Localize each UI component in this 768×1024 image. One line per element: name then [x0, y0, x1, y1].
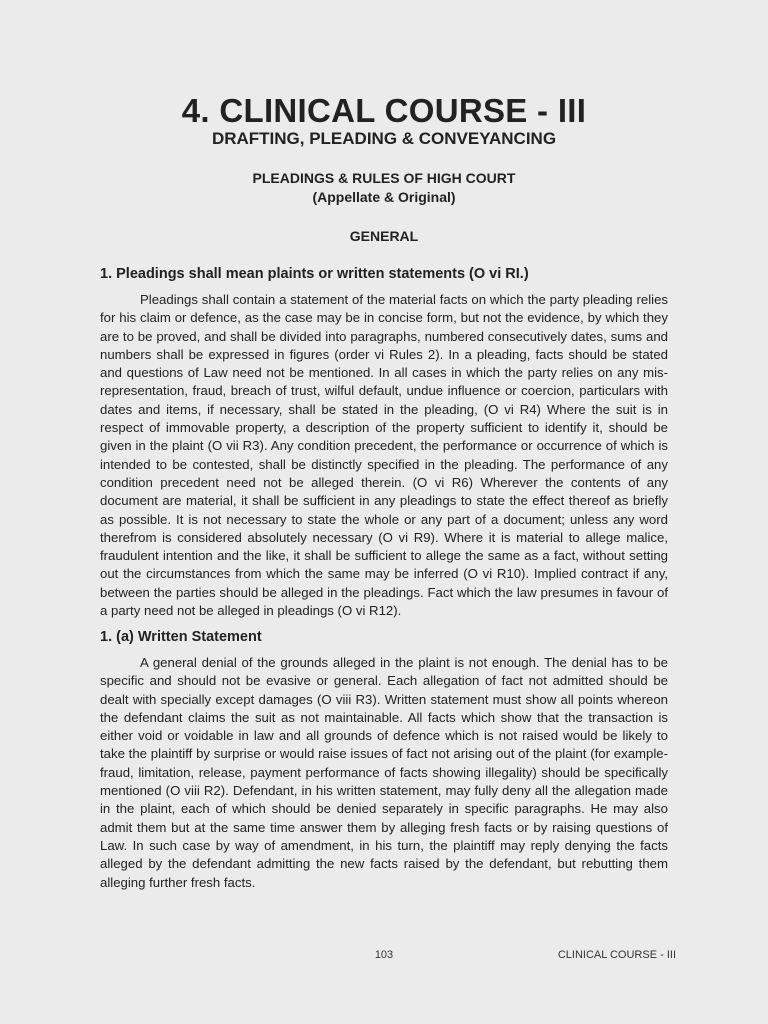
- paragraph-written-statement: A general denial of the grounds alleged in the plaint is not enough. The denial has to be specific and should not be evasive or general. Each allegation of fact not admitted should be dealt with specially except damages (O viii R3). Written statement must show all points whereon the defendant claims the suit as not maintainable. All facts which show that the transaction is either void or voidable in law and all grounds of defence which is not raised would be likely to take the plaintiff by surprise or would raise issues of fact not arising out of the plaint (for example- fraud, limitation, release, payment performance of facts showing illegality) should be specifically mentioned (O viii R2). Defendant, in his written statement, may fully deny all the allegation made in the plaint, each of which should be denied separately in specific paragraphs. He may also admit them but at the same time answer them by alleging fresh facts or by raising questions of Law. In such case by way of amendment, in his turn, the plaintiff may reply denying the facts alleged by the defendant admitting the new facts raised by the defendant, but rebutting them alleging further fresh facts.: [100, 655, 668, 890]
- running-footer-title: CLINICAL COURSE - III: [557, 949, 676, 961]
- paragraph-pleadings: Pleadings shall contain a statement of the material facts on which the party pleading relies for his claim or defence, as the case may be in concise form, but not the evidence, by which they are to be proved, and shall be divided into paragraphs, numbered consecutively dates, sums and numbers shall be expressed in figures (order vi Rules 2). In a pleading, facts should be stated and questions of Law need not be mentioned. In all cases in which the party relies on any mis-representation, fraud, breach of trust, wilful default, undue influence or coercion, particulars with dates and items, if necessary, shall be stated in the pleading, (O vi R4) Where the suit is in respect of immovable property, a description of the property sufficient to identify it, should be given in the plaint (O vii R3). Any condition precedent, the performance or occurrence of which is intended to be contested, shall be distinctly specified in the pleading. The performance of any condition precedent need not be alleged therein. (O vi R6) Wherever the contents of any document are material, it shall be sufficient in any pleadings to state the effect thereof as briefly as possible. It is not necessary to state the whole or any part of a document; unless any word therefrom is considered absolutely necessary (O vi R9). Where it is material to allege malice, fraudulent intention and the like, it shall be sufficient to allege the same as a fact, without setting out the circumstances from which the same may be inferred (O vi R10). Implied contract if any, between the parties should be alleged in the pleadings. Fact which the law presumes in favour of a party need not be alleged in pleadings (O vi R12).: [100, 292, 668, 619]
- section-title-line-1: PLEADINGS & RULES OF HIGH COURT: [252, 170, 516, 186]
- heading-written-statement: 1. (a) Written Statement: [100, 629, 262, 645]
- page-title: 4. CLINICAL COURSE - III: [181, 92, 587, 129]
- page-subtitle: DRAFTING, PLEADING & CONVEYANCING: [211, 129, 557, 148]
- section-title-line-2: (Appellate & Original): [312, 189, 456, 205]
- heading-pleadings: 1. Pleadings shall mean plaints or written statements (O vi RI.): [100, 266, 529, 282]
- general-heading: GENERAL: [349, 228, 419, 244]
- page-number: 103: [374, 949, 394, 961]
